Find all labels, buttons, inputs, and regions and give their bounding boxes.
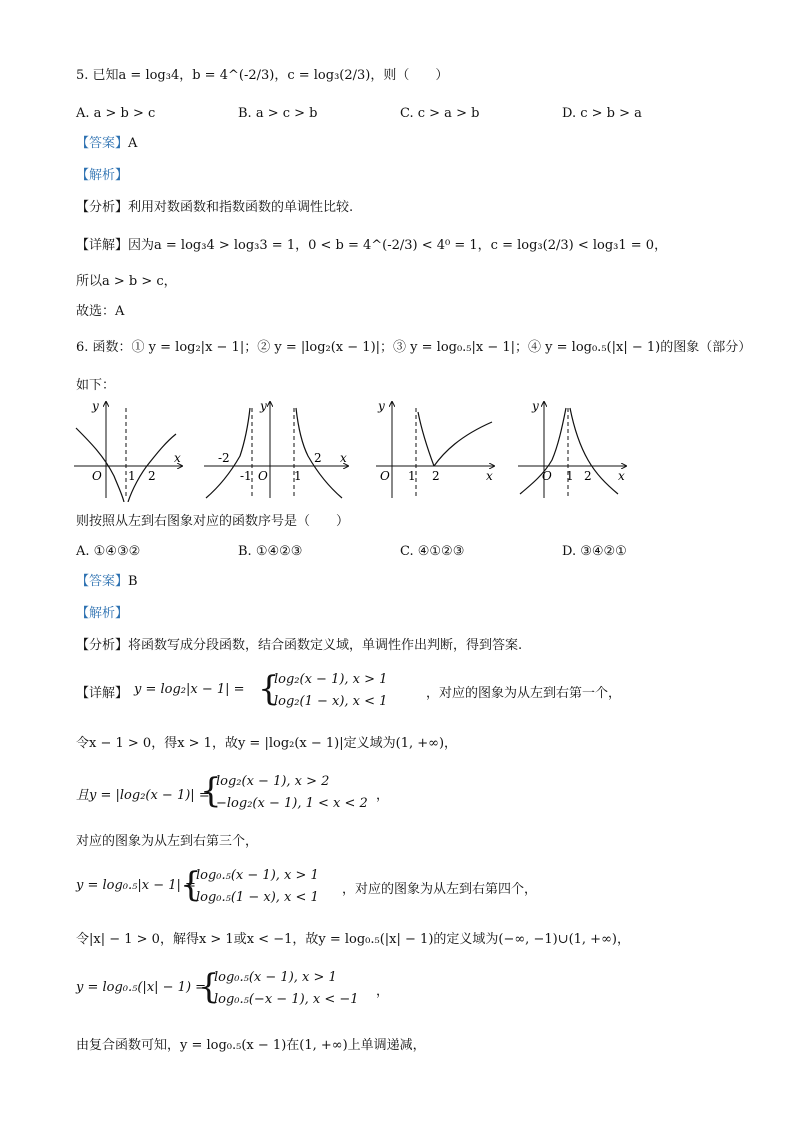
q6-detail-4: 对应的图象为从左到右第三个， bbox=[76, 834, 259, 849]
case-1: log₀.₅(x − 1), x > 1 bbox=[196, 868, 319, 883]
curve-right bbox=[570, 408, 618, 494]
label-x: x bbox=[618, 469, 625, 483]
label-x: x bbox=[486, 469, 493, 483]
q6-option-d: D. ③④②① bbox=[562, 544, 627, 559]
label-2: 2 bbox=[148, 469, 156, 483]
case-1: log₂(x − 1), x > 1 bbox=[274, 672, 388, 687]
q5-xiangjie bbox=[76, 236, 667, 256]
analysis-tag: 【解析】 bbox=[76, 606, 129, 621]
label-x: x bbox=[174, 451, 181, 465]
q6-detail-1 bbox=[76, 670, 716, 714]
curve-left bbox=[76, 428, 124, 502]
case-2: log₂(1 − x), x < 1 bbox=[274, 694, 388, 709]
answer-value: A bbox=[128, 136, 138, 151]
left-brace: { bbox=[180, 865, 202, 905]
q5-option-c: C. c > a > b bbox=[400, 106, 480, 121]
q6-stem: 6. 函数：① y = log₂|x − 1|；② y = |log₂(x − 1)|；③ y = log₀.₅|x − 1|；④ y = log₀.₅(|x| − 1)的图象（部分） bbox=[76, 340, 752, 355]
analysis-tag: 【解析】 bbox=[76, 168, 129, 183]
q6-analysis-heading bbox=[76, 604, 128, 624]
piecewise-lhs: y = log₂|x − 1| = bbox=[134, 682, 245, 697]
label-origin: O bbox=[258, 469, 268, 483]
label-1: 1 bbox=[566, 469, 574, 483]
q5-pick: 故选：A bbox=[76, 304, 125, 319]
answer-tag: 【答案】 bbox=[76, 574, 129, 589]
case-1: log₀.₅(x − 1), x > 1 bbox=[214, 970, 337, 985]
q6-answer bbox=[76, 572, 138, 592]
q6-detail-7 bbox=[76, 968, 716, 1012]
case-2: −log₂(x − 1), 1 < x < 2 bbox=[216, 796, 368, 811]
piecewise-lhs: y = log₀.₅|x − 1| = bbox=[76, 878, 196, 893]
piecewise-lhs: y = log₀.₅(|x| − 1) = bbox=[76, 980, 207, 995]
q5-option-a: A. a > b > c bbox=[76, 106, 156, 121]
curve-right bbox=[128, 434, 176, 502]
label-origin: O bbox=[92, 469, 102, 483]
left-brace: { bbox=[258, 669, 280, 709]
q5-conclusion: 所以a > b > c， bbox=[76, 274, 177, 289]
graph-3 bbox=[372, 398, 500, 502]
q6-question: 则按照从左到右图象对应的函数序号是（ ） bbox=[76, 514, 350, 529]
fenxi-tag: 【分析】 bbox=[76, 200, 129, 215]
q6-option-c: C. ④①②③ bbox=[400, 544, 465, 559]
answer-tag: 【答案】 bbox=[76, 136, 129, 151]
xiangjie-tag: 【详解】 bbox=[76, 238, 129, 253]
piecewise-tail: ， bbox=[376, 984, 390, 999]
q6-detail-6: 令|x| − 1 > 0，解得x > 1或x < −1，故y = log₀.₅(|x| − 1)的定义域为(−∞, −1)∪(1, +∞)， bbox=[76, 932, 630, 947]
curve-up bbox=[434, 422, 492, 466]
case-2: log₀.₅(1 − x), x < 1 bbox=[196, 890, 319, 905]
label-y: y bbox=[532, 399, 539, 413]
label-y: y bbox=[378, 399, 385, 413]
q5-stem: 5. 已知a = log₃4，b = 4^(-2/3)，c = log₃(2/3)，则（ ） bbox=[76, 68, 449, 83]
label-x: x bbox=[340, 451, 347, 465]
graph-2 bbox=[200, 398, 354, 502]
label-2: 2 bbox=[584, 469, 592, 483]
q5-answer bbox=[76, 134, 137, 154]
label-origin: O bbox=[380, 469, 390, 483]
label-origin: O bbox=[542, 469, 552, 483]
label-2: 2 bbox=[314, 451, 322, 465]
label-2: 2 bbox=[432, 469, 440, 483]
q6-stem-continued: 如下： bbox=[76, 378, 116, 393]
piecewise-tail: ，对应的图象为从左到右第四个， bbox=[342, 882, 538, 897]
case-2: log₀.₅(−x − 1), x < −1 bbox=[214, 992, 359, 1007]
graph-4 bbox=[514, 398, 632, 502]
q6-detail-2: 令x − 1 > 0，得x > 1，故y = |log₂(x − 1)|定义域为(1, +∞)， bbox=[76, 736, 458, 751]
q6-detail-8: 由复合函数可知，y = log₀.₅(x − 1)在(1, +∞)上单调递减， bbox=[76, 1038, 426, 1053]
q6-detail-5 bbox=[76, 866, 716, 910]
q6-option-b: B. ①④②③ bbox=[238, 544, 303, 559]
q5-fenxi bbox=[76, 198, 353, 218]
xiangjie-text: 因为a = log₃4 > log₃3 = 1，0 < b = 4^(-2/3) < 4⁰ = 1，c = log₃(2/3) < log₃1 = 0， bbox=[128, 238, 668, 253]
fenxi-tag: 【分析】 bbox=[76, 638, 129, 653]
xiangjie-tag: 【详解】 bbox=[76, 686, 129, 701]
label-neg1: -1 bbox=[240, 469, 252, 483]
label-y: y bbox=[92, 399, 99, 413]
fenxi-text: 利用对数函数和指数函数的单调性比较. bbox=[128, 200, 354, 215]
curve-down bbox=[418, 412, 434, 466]
label-neg2: -2 bbox=[218, 451, 230, 465]
left-brace: { bbox=[198, 967, 220, 1007]
label-1: 1 bbox=[408, 469, 416, 483]
label-y: y bbox=[260, 399, 267, 413]
piecewise-tail: ，对应的图象为从左到右第一个， bbox=[426, 686, 622, 701]
q5-option-b: B. a > c > b bbox=[238, 106, 318, 121]
q6-detail-3 bbox=[76, 772, 716, 816]
q6-option-a: A. ①④③② bbox=[76, 544, 141, 559]
answer-value: B bbox=[128, 574, 138, 589]
case-1: log₂(x − 1), x > 2 bbox=[216, 774, 330, 789]
graph-1 bbox=[70, 398, 188, 502]
piecewise-tail: ， bbox=[376, 788, 390, 803]
q6-fenxi bbox=[76, 636, 522, 656]
piecewise-lhs: 且y = |log₂(x − 1)| = bbox=[76, 788, 210, 803]
q5-option-d: D. c > b > a bbox=[562, 106, 642, 121]
q5-analysis-heading bbox=[76, 166, 128, 186]
label-1: 1 bbox=[294, 469, 302, 483]
fenxi-text: 将函数写成分段函数，结合函数定义域，单调性作出判断，得到答案. bbox=[128, 638, 523, 653]
left-brace: { bbox=[200, 771, 222, 811]
label-1: 1 bbox=[128, 469, 136, 483]
